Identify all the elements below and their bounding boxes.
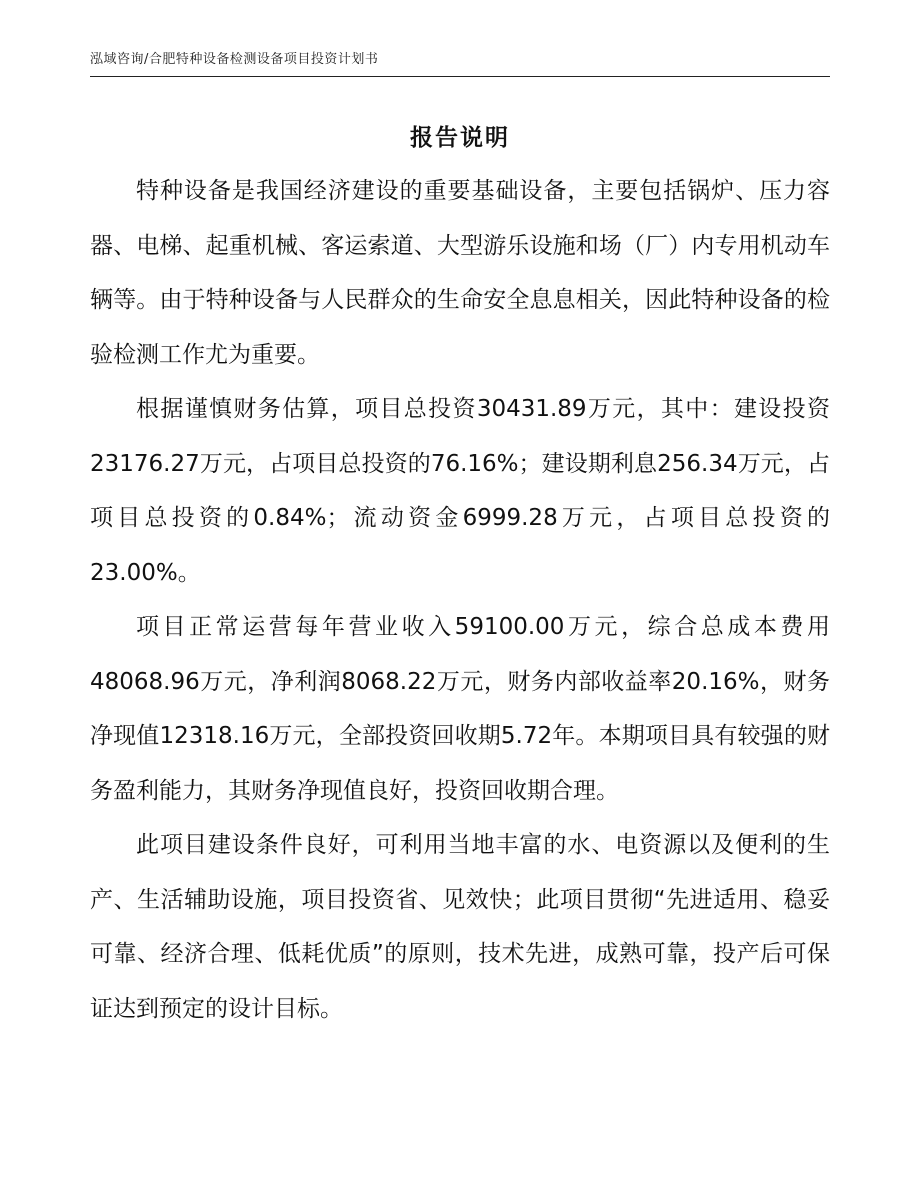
paragraph-conditions: 此项目建设条件良好，可利用当地丰富的水、电资源以及便利的生产、生活辅助设施，项目投资省、见效快；此项目贯彻“先进适用、稳妥可靠、经济合理、低耗优质”的原则，技术先进，成熟可靠，投产后可保证达到预定的设计目标。 xyxy=(90,832,830,1022)
report-body xyxy=(90,164,830,1036)
paragraph-investment: 根据谨慎财务估算，项目总投资30431.89万元，其中：建设投资23176.27万元，占项目总投资的76.16%；建设期利息256.34万元，占项目总投资的0.84%；流动资金6999.28万元，占项目总投资的23.00%。 xyxy=(90,396,830,586)
header-divider xyxy=(90,76,830,77)
paragraph-overview: 特种设备是我国经济建设的重要基础设备，主要包括锅炉、压力容器、电梯、起重机械、客运索道、大型游乐设施和场（厂）内专用机动车辆等。由于特种设备与人民群众的生命安全息息相关，因此特种设备的检验检测工作尤为重要。 xyxy=(90,178,830,368)
running-header-title: 泓域咨询/合肥特种设备检测设备项目投资计划书 xyxy=(90,52,379,67)
paragraph-financials: 项目正常运营每年营业收入59100.00万元，综合总成本费用48068.96万元，净利润8068.22万元，财务内部收益率20.16%，财务净现值12318.16万元，全部投资回收期5.72年。本期项目具有较强的财务盈利能力，其财务净现值良好，投资回收期合理。 xyxy=(90,614,830,804)
page-title: 报告说明 xyxy=(410,125,510,151)
